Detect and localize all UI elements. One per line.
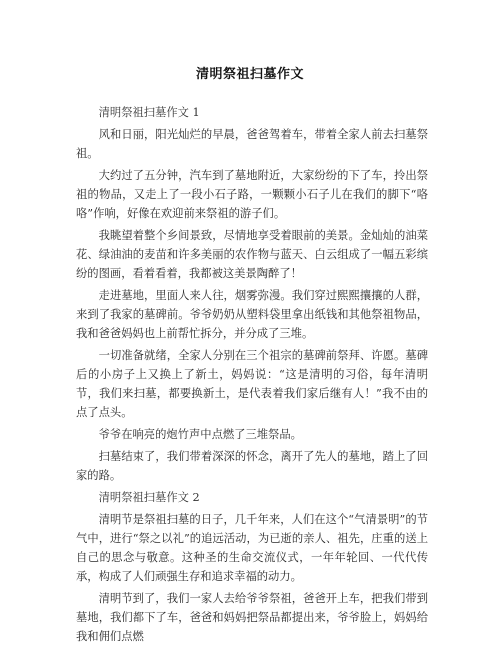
paragraph: 一切准备就绪，全家人分别在三个祖宗的墓碑前祭拜、许愿。墓碑后的小房子上又换上了新土，妈妈说：“这是清明的习俗，每年清明节，我们来扫墓，都要换新土，是代表着我们家后继有人！”我不由的点了点头。 [76, 349, 428, 419]
article-body [76, 103, 428, 646]
section-heading-1: 清明祭祖扫墓作文 1 [98, 106, 200, 119]
paragraph: 大约过了五分钟，汽车到了墓地附近，大家纷纷的下了车，拎出祭祖的物品，又走上了一段小石子路，一颗颗小石子儿在我们的脚下“咯咯”作响，好像在欢迎前来祭祖的游子们。 [76, 169, 428, 220]
paragraph: 清明节是祭祖扫墓的日子，几千年来，人们在这个“气清景明”的节气中，进行“祭之以礼”的追远活动，为已逝的亲人、祖先，庄重的送上自己的思念与敬意。这种圣的生命交流仪式，一年年轮回、一代代传承，构成了人们顽强生存和追求幸福的动力。 [76, 513, 428, 583]
paragraph: 我眺望着整个乡间景致，尽情地享受着眼前的美景。金灿灿的油菜花、绿油油的麦苗和许多美丽的农作物与蓝天、白云组成了一幅五彩缤纷的图画，看着看着，我都被这美景陶醉了！ [76, 229, 428, 280]
paragraph: 清明节到了，我们一家人去给爷爷祭祖，爸爸开上车，把我们带到墓地，我们都下了车，爸爸和妈妈把祭品都提出来，爷爷脸上，妈妈给我和佣们点燃 [76, 592, 428, 643]
page-title: 清明祭祖扫墓作文 [195, 67, 304, 82]
section-heading-2: 清明祭祖扫墓作文 2 [98, 491, 200, 504]
paragraph: 走进墓地，里面人来人往，烟雾弥漫。我们穿过熙熙攘攘的人群，来到了我家的墓碑前。爷爷奶奶从塑料袋里拿出纸钱和其他祭祖物品，我和爸爸妈妈也上前帮忙拆分，并分成了三堆。 [76, 289, 428, 340]
paragraph: 爷爷在响亮的炮竹声中点燃了三堆祭品。 [98, 428, 302, 441]
paragraph: 风和日丽，阳光灿烂的早晨，爸爸驾着车，带着全家人前去扫墓祭祖。 [76, 128, 428, 160]
paragraph: 扫墓结束了，我们带着深深的怀念，离开了先人的墓地，踏上了回家的路。 [76, 450, 428, 482]
